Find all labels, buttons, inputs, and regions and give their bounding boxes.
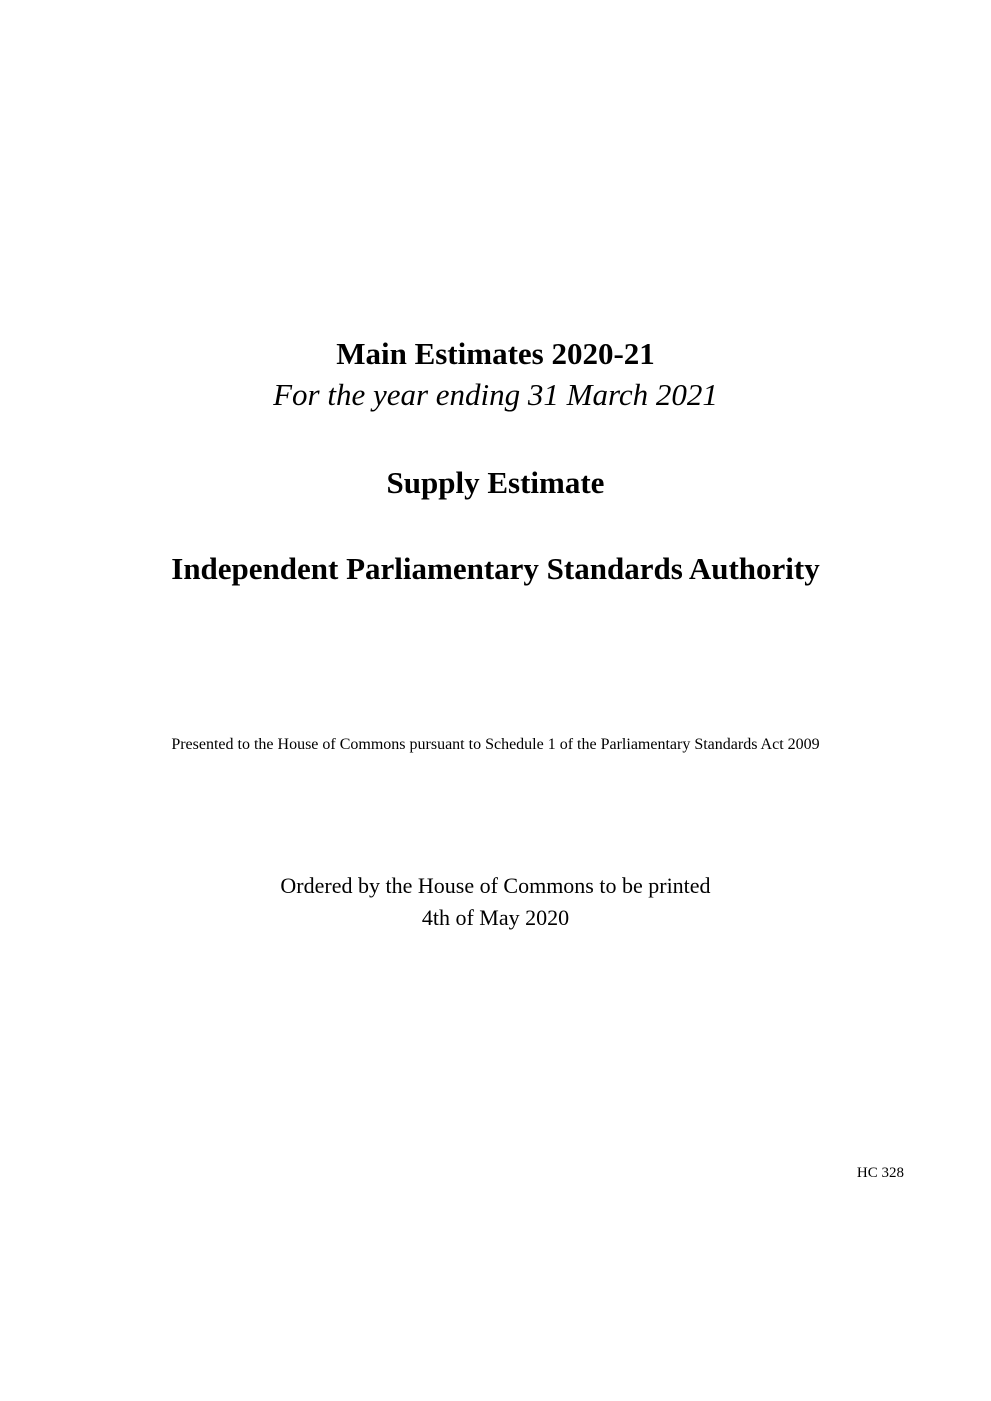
presented-statement: Presented to the House of Commons pursuant to Schedule 1 of the Parliamentary Standards Act 2009 xyxy=(171,736,820,753)
order-date: 4th of May 2020 xyxy=(421,905,570,930)
organisation-name: Independent Parliamentary Standards Authority xyxy=(171,551,820,586)
document-title: Main Estimates 2020-21 xyxy=(336,336,655,371)
paper-number: HC 328 xyxy=(856,1165,904,1181)
estimate-type: Supply Estimate xyxy=(386,465,605,500)
document-subtitle: For the year ending 31 March 2021 xyxy=(273,377,718,412)
ordered-statement: Ordered by the House of Commons to be printed xyxy=(280,873,711,898)
